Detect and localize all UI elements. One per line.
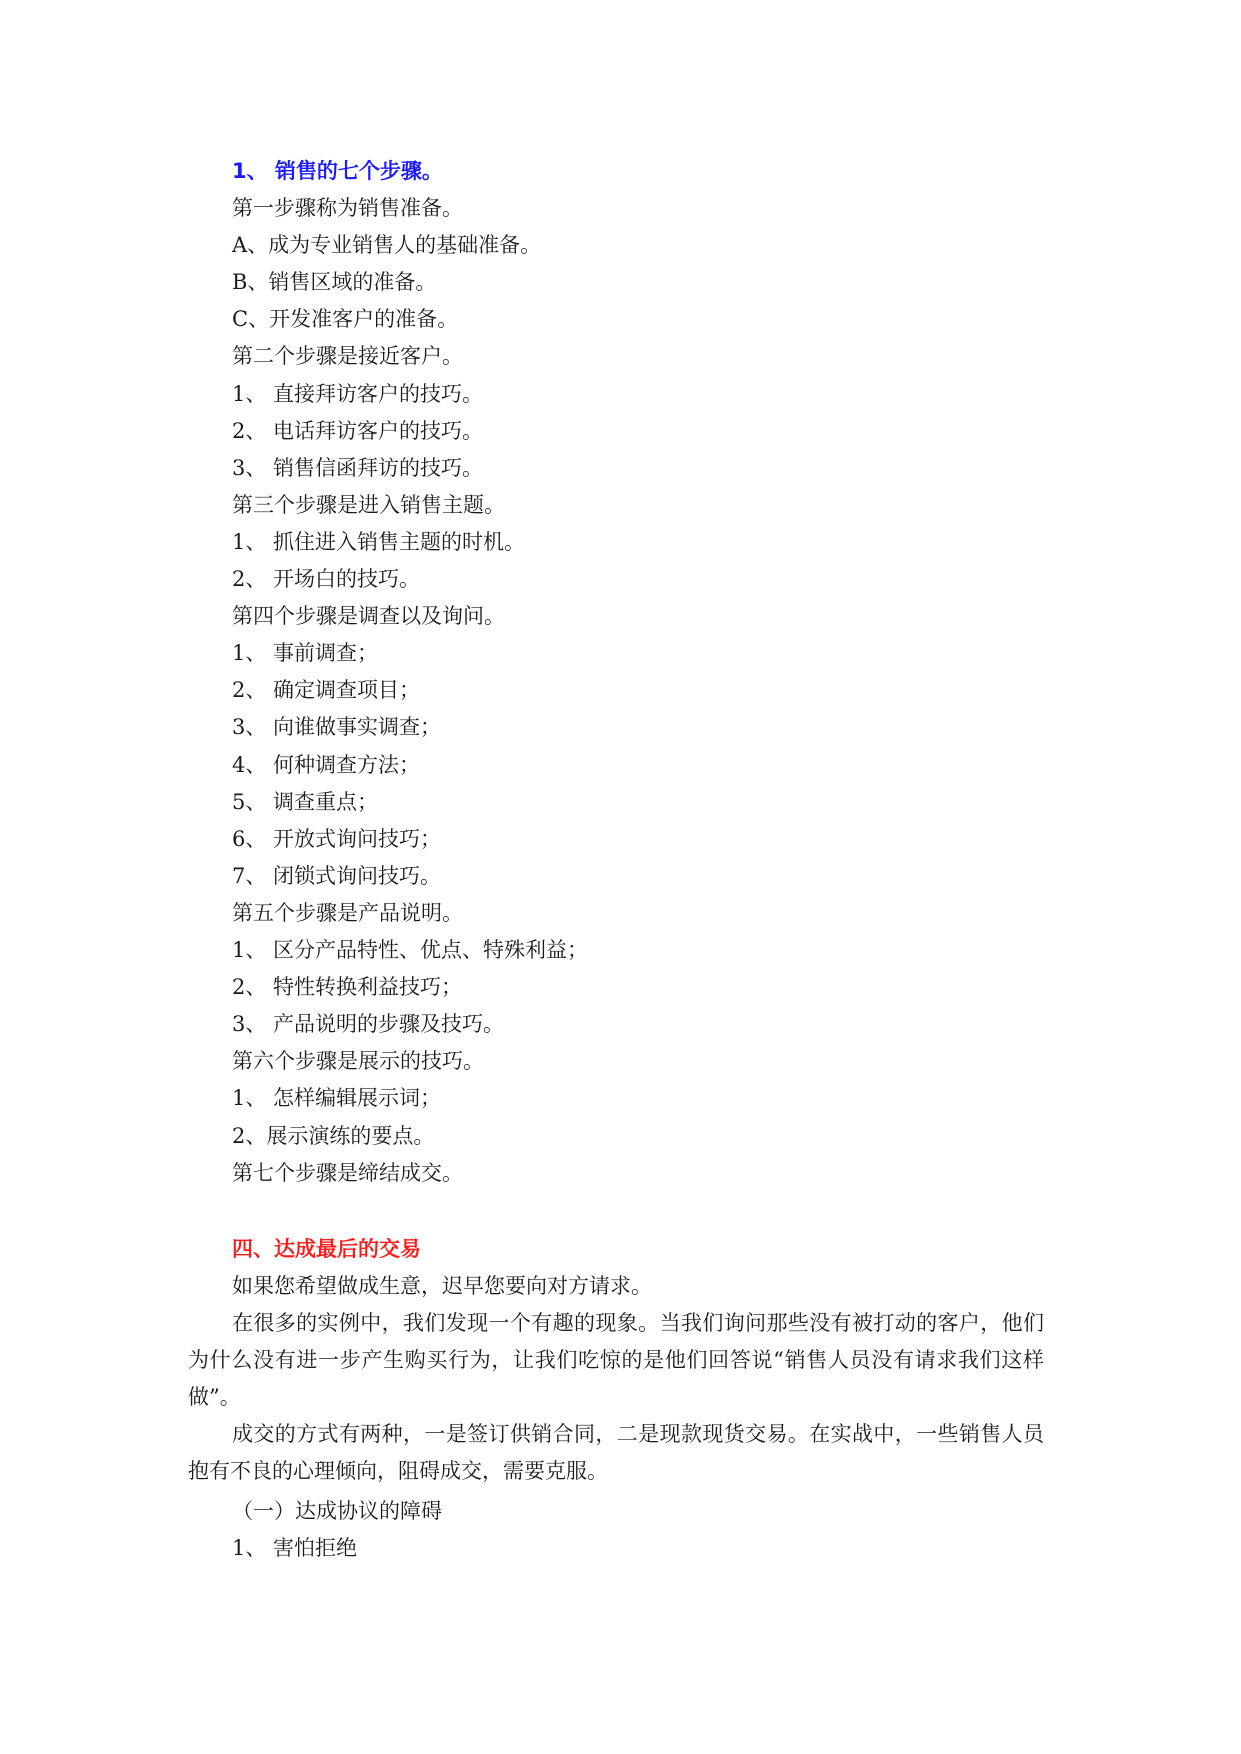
list-item: 2、 确定调查项目； (232, 678, 421, 702)
list-item: 1、 事前调查； (232, 641, 379, 665)
list-item: 1、 抓住进入销售主题的时机。 (232, 530, 526, 554)
list-item: 2、展示演练的要点。 (232, 1124, 435, 1148)
list-item: 第三个步骤是进入销售主题。 (232, 493, 505, 517)
list-item: 第四个步骤是调查以及询问。 (232, 604, 505, 628)
sub-heading-obstacles: （一）达成协议的障碍 (232, 1499, 442, 1523)
list-item: C、开发准客户的准备。 (232, 307, 459, 331)
section-heading-sales-steps: 1、 销售的七个步骤。 (232, 159, 443, 183)
list-item: A、成为专业销售人的基础准备。 (232, 233, 542, 257)
list-item: 2、 电话拜访客户的技巧。 (232, 419, 484, 443)
list-item: 1、 区分产品特性、优点、特殊利益； (232, 938, 589, 962)
list-item: 5、 调查重点； (232, 790, 379, 814)
paragraph-line-request: 如果您希望做成生意，迟早您要向对方请求。 (232, 1274, 652, 1298)
list-item: 2、 开场白的技巧。 (232, 567, 421, 591)
list-item: 1、 直接拜访客户的技巧。 (232, 382, 484, 406)
list-item: 第一步骤称为销售准备。 (232, 196, 463, 220)
list-item: 第六个步骤是展示的技巧。 (232, 1049, 484, 1073)
list-item-fear-of-rejection: 1、 害怕拒绝 (232, 1536, 358, 1560)
list-item: 4、 何种调查方法； (232, 753, 421, 777)
list-item: B、销售区域的准备。 (232, 270, 437, 294)
list-item: 第二个步骤是接近客户。 (232, 344, 463, 368)
paragraph-deal-methods: 成交的方式有两种，一是签订供销合同，二是现款现货交易。在实战中，一些销售人员抱有不良的心理倾向，阻碍成交，需要克服。 (188, 1422, 1044, 1483)
list-item: 第五个步骤是产品说明。 (232, 901, 463, 925)
list-item: 1、 怎样编辑展示词； (232, 1086, 442, 1110)
list-item: 3、 向谁做事实调查； (232, 715, 442, 739)
list-item: 2、 特性转换利益技巧； (232, 975, 463, 999)
list-item: 第七个步骤是缔结成交。 (232, 1161, 463, 1185)
list-item: 3、 销售信函拜访的技巧。 (232, 456, 484, 480)
section-heading-final-deal: 四、达成最后的交易 (232, 1237, 421, 1261)
paragraph-example: 在很多的实例中，我们发现一个有趣的现象。当我们询问那些没有被打动的客户，他们为什么没有进一步产生购买行为，让我们吃惊的是他们回答说“销售人员没有请求我们这样做”。 (188, 1311, 1044, 1409)
list-item: 7、 闭锁式询问技巧。 (232, 864, 442, 888)
list-item: 3、 产品说明的步骤及技巧。 (232, 1012, 505, 1036)
list-item: 6、 开放式询问技巧； (232, 827, 442, 851)
